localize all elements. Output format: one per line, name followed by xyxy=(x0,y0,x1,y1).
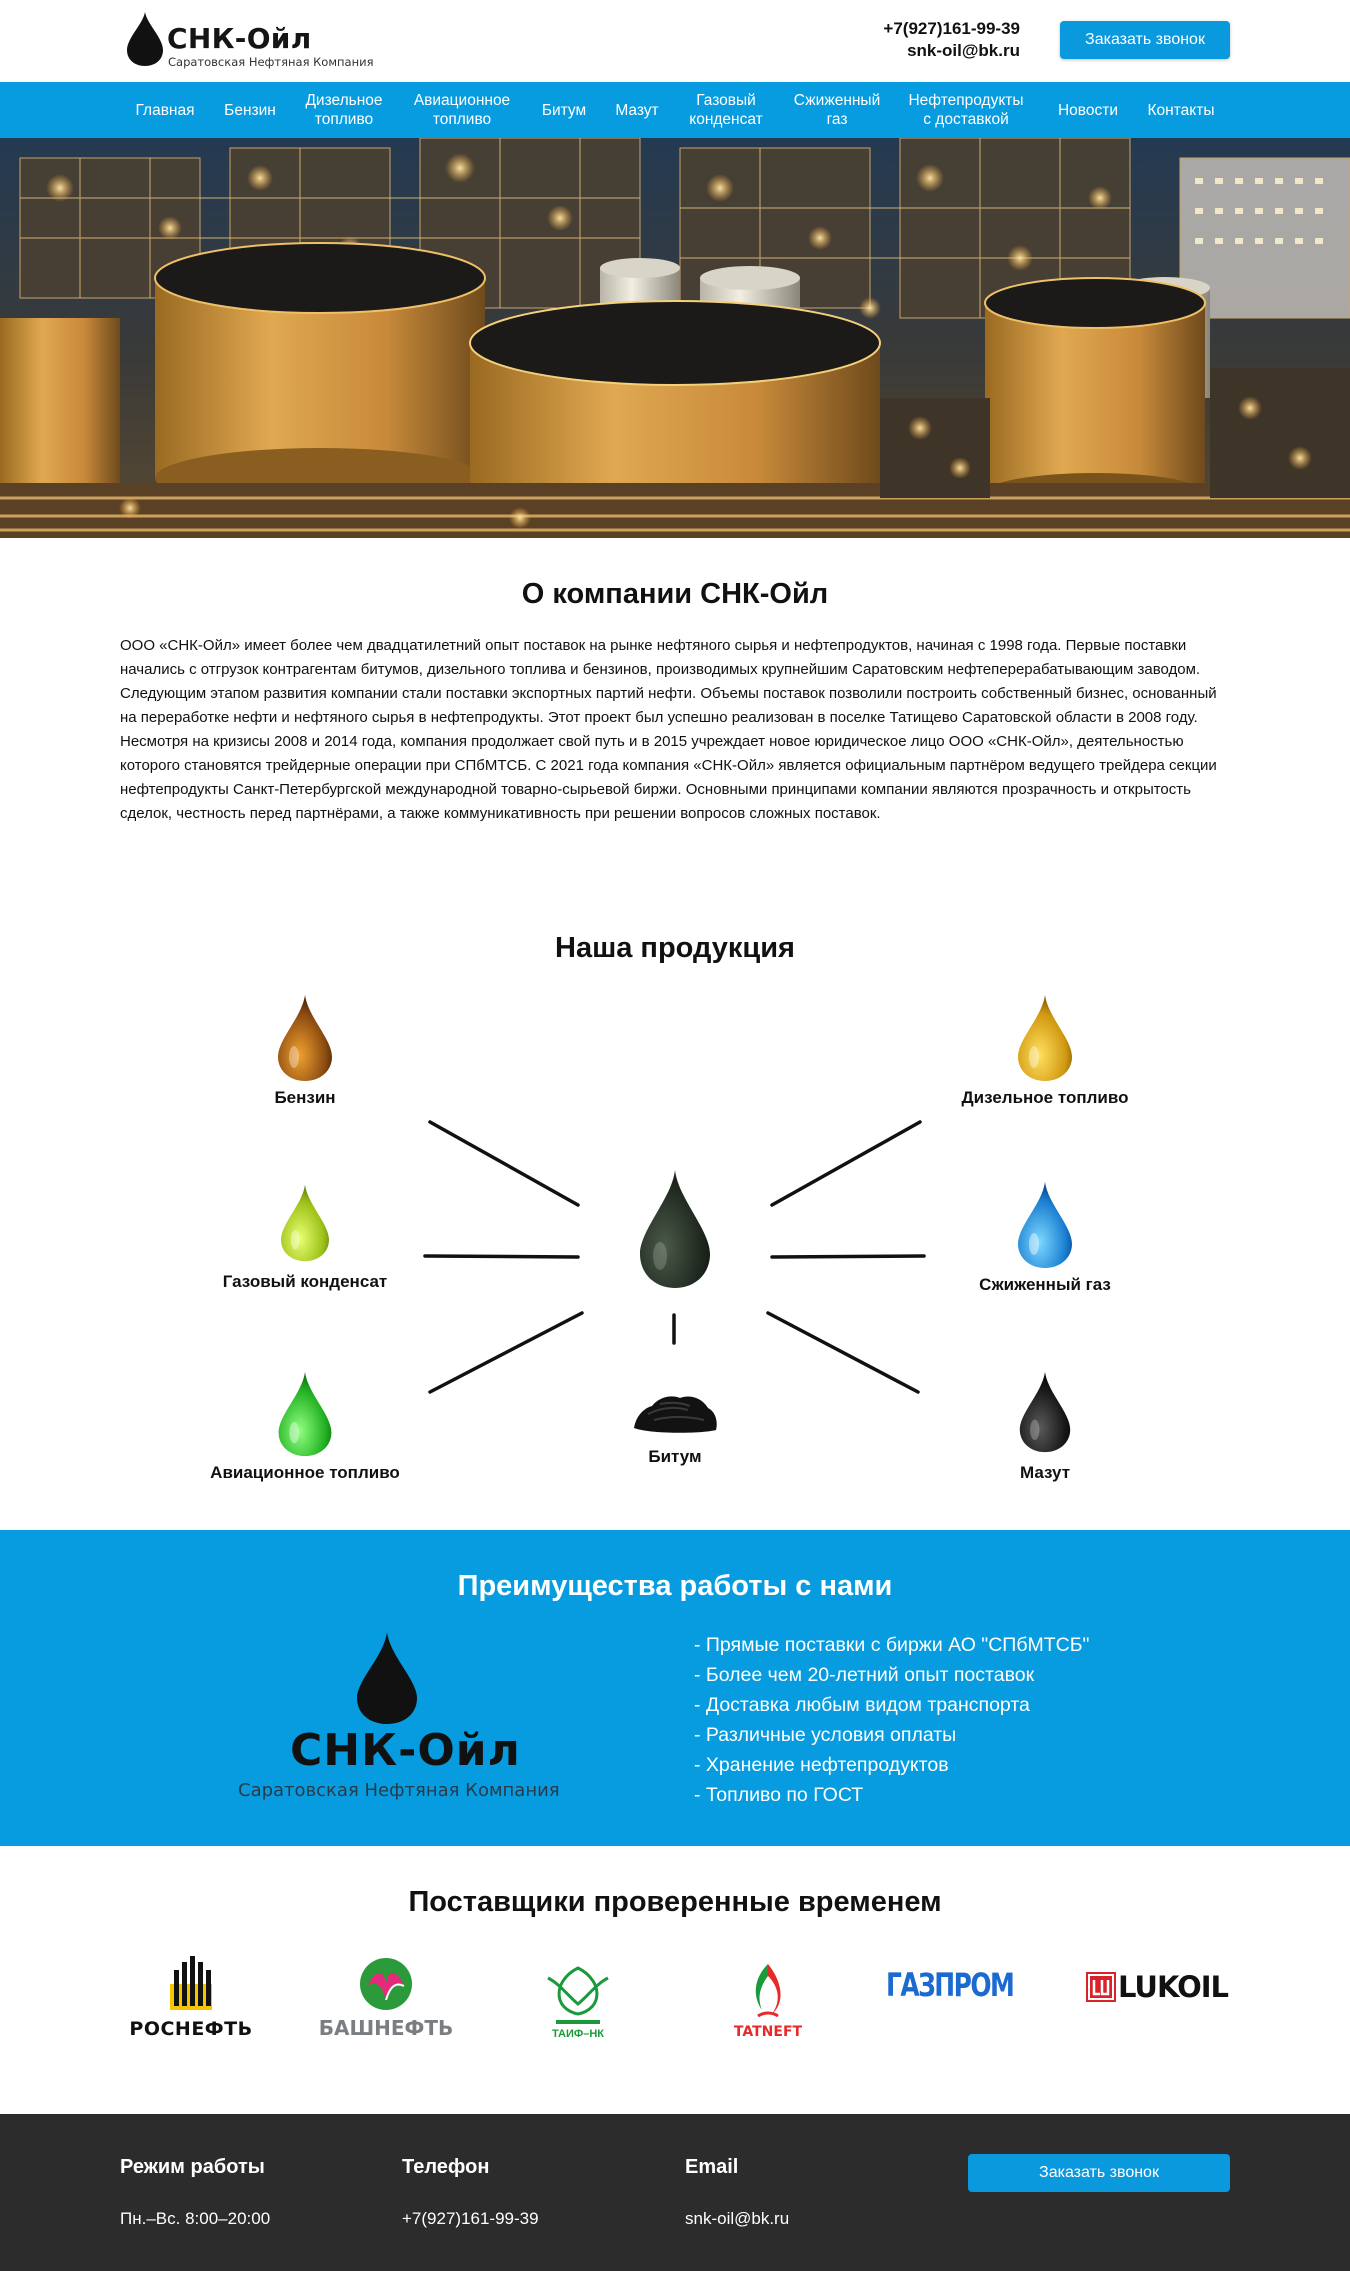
order-call-button[interactable]: Заказать звонок xyxy=(1060,21,1230,59)
advantage-item: - Различные условия оплаты xyxy=(694,1724,957,1746)
nav-item-diesel[interactable]: Дизельное топливо xyxy=(305,92,383,128)
advantage-item: - Хранение нефтепродуктов xyxy=(694,1754,949,1776)
nav-item-delivery[interactable]: Нефтепродукты с доставкой xyxy=(908,92,1024,128)
product-diesel[interactable] xyxy=(940,993,1150,1108)
product-label: Битум xyxy=(648,1447,702,1466)
supplier-name: ТАИФ–НК xyxy=(551,2028,605,2040)
supplier-taif xyxy=(530,1940,626,2040)
footer-phone-title: Телефон xyxy=(402,2156,490,2178)
bashneft-logo-icon xyxy=(356,1956,416,2012)
product-aviation-fuel[interactable] xyxy=(190,1370,420,1483)
site-footer xyxy=(0,2114,1350,2271)
supplier-rosneft xyxy=(120,1940,262,2040)
product-label: Мазут xyxy=(1019,1463,1071,1482)
nav-item-contacts[interactable]: Контакты xyxy=(1147,101,1215,119)
supplier-name: БАШНЕФТЬ xyxy=(318,2016,454,2040)
about-text: ООО «СНК-Ойл» имеет более чем двадцатилетний опыт поставок на рынке нефтяного сырья и нефтепродуктов, начиная с 1998 года. Первые поставки начались с отгрузок контрагентам битумов, дизельного топлива и бензинов, производимых крупнейшим Саратовским нефтеперерабатывающим заводом. Следующим этапом развития компании стали поставки экспортных партий нефти. Объемы поставок позволили построить собственный бизнес, основанный на переработке нефти и нефтяного сырья в нефтепродукты. Этот проект был успешно реализован в поселке Татищево Саратовской области в 2008 году. Несмотря на кризисы 2008 и 2014 года, компания продолжает свой путь и в 2015 учреждает новое юридическое лицо ООО «СНК-Ойл», деятельностью которого становятся трейдерные операции при СПбМТСБ. С 2021 года компания «СНК-Ойл» является официальным партнёром ведущего трейдера секции нефтепродукты Санкт-Петербургской международной товарно-сырьевой биржи. Основными принципами компании являются прозрачность и открытость сделок, честность перед партнёрами, а также коммуникативность при решении вопросов сложных поставок. xyxy=(120,637,1217,822)
advantages-list xyxy=(694,1630,1089,1810)
footer-hours xyxy=(120,2156,270,2229)
products-title: Наша продукция xyxy=(555,932,795,964)
nav-item-fuel-oil[interactable]: Мазут xyxy=(615,101,659,119)
bitumen-icon xyxy=(630,1388,720,1436)
taif-logo-icon xyxy=(538,1964,618,2034)
crude-oil-drop-icon xyxy=(638,1168,712,1290)
product-bitumen[interactable] xyxy=(610,1388,740,1467)
fuel-oil-drop-icon xyxy=(1017,1370,1073,1454)
advantages-logo xyxy=(230,1630,560,1820)
nav-item-gas-condensate[interactable]: Газовый конденсат xyxy=(689,92,763,128)
gas-condensate-drop-icon xyxy=(278,1183,332,1263)
logo-name: СНК-Ойл xyxy=(167,22,312,55)
nav-item-home[interactable]: Главная xyxy=(135,101,195,119)
product-liquefied-gas[interactable] xyxy=(955,1180,1135,1295)
aviation-fuel-drop-icon xyxy=(275,1370,335,1458)
product-label: Сжиженный газ xyxy=(979,1275,1111,1294)
product-gas-condensate[interactable] xyxy=(200,1183,410,1292)
supplier-gazprom xyxy=(886,1950,1042,2020)
footer-hours-value: Пн.–Вс. 8:00–20:00 xyxy=(120,2209,271,2228)
liquefied-gas-drop-icon xyxy=(1015,1180,1075,1270)
footer-hours-title: Режим работы xyxy=(120,2156,265,2178)
logo-subtitle: Саратовская Нефтяная Компания xyxy=(168,55,374,69)
gasoline-drop-icon xyxy=(275,993,335,1083)
product-label: Авиационное топливо xyxy=(210,1463,400,1482)
product-label: Газовый конденсат xyxy=(222,1272,388,1291)
product-fuel-oil[interactable] xyxy=(985,1370,1105,1483)
about-title: О компании СНК-Ойл xyxy=(521,578,829,610)
rosneft-logo-icon xyxy=(168,1956,214,2012)
supplier-name: TATNEFT xyxy=(733,2024,803,2040)
suppliers-title: Поставщики проверенные временем xyxy=(408,1886,942,1918)
footer-email xyxy=(685,2156,789,2229)
product-gasoline[interactable] xyxy=(220,993,390,1108)
supplier-tatneft xyxy=(718,1940,818,2040)
footer-email-value[interactable]: snk-oil@bk.ru xyxy=(685,2209,790,2228)
product-label: Бензин xyxy=(274,1088,336,1107)
nav-item-aviation-fuel[interactable]: Авиационное топливо xyxy=(413,92,511,128)
advantages-logo-subtitle: Саратовская Нефтяная Компания xyxy=(238,1780,560,1801)
supplier-lukoil xyxy=(1084,1962,1230,2012)
advantage-item: - Прямые поставки с биржи АО "СПбМТСБ" xyxy=(694,1634,1090,1656)
advantages-section xyxy=(0,1530,1350,1846)
advantage-item: - Топливо по ГОСТ xyxy=(694,1784,864,1806)
supplier-bashneft xyxy=(316,1940,456,2040)
footer-email-title: Email xyxy=(685,2156,739,2178)
nav-item-news[interactable]: Новости xyxy=(1057,101,1118,119)
lukoil-logo-icon xyxy=(1086,1972,1116,2002)
product-label: Дизельное топливо xyxy=(961,1088,1129,1107)
tatneft-logo-icon xyxy=(748,1962,788,2024)
supplier-name: LUKOIL xyxy=(1117,1970,1229,2004)
nav-item-liquefied-gas[interactable]: Сжиженный газ xyxy=(793,92,881,128)
advantage-item: - Доставка любым видом транспорта xyxy=(694,1694,1030,1716)
advantages-title: Преимущества работы с нами xyxy=(457,1570,893,1602)
oil-drop-logo-icon xyxy=(354,1630,420,1726)
footer-phone-value[interactable]: +7(927)161-99-39 xyxy=(402,2209,539,2228)
advantage-item: - Более чем 20-летний опыт поставок xyxy=(694,1664,1035,1686)
header-phone[interactable]: +7(927)161-99-39 xyxy=(883,19,1020,38)
nav-item-gasoline[interactable]: Бензин xyxy=(224,101,276,119)
footer-phone xyxy=(402,2156,539,2229)
supplier-name: РОСНЕФТЬ xyxy=(129,2018,253,2040)
header-email[interactable]: snk-oil@bk.ru xyxy=(907,41,1020,60)
nav-item-bitumen[interactable]: Битум xyxy=(541,101,587,119)
footer-order-call-button[interactable]: Заказать звонок xyxy=(968,2154,1230,2192)
advantages-logo-name: СНК-Ойл xyxy=(290,1725,521,1776)
supplier-name: ГАЗПРОМ xyxy=(886,1966,1014,2004)
diesel-drop-icon xyxy=(1015,993,1075,1083)
